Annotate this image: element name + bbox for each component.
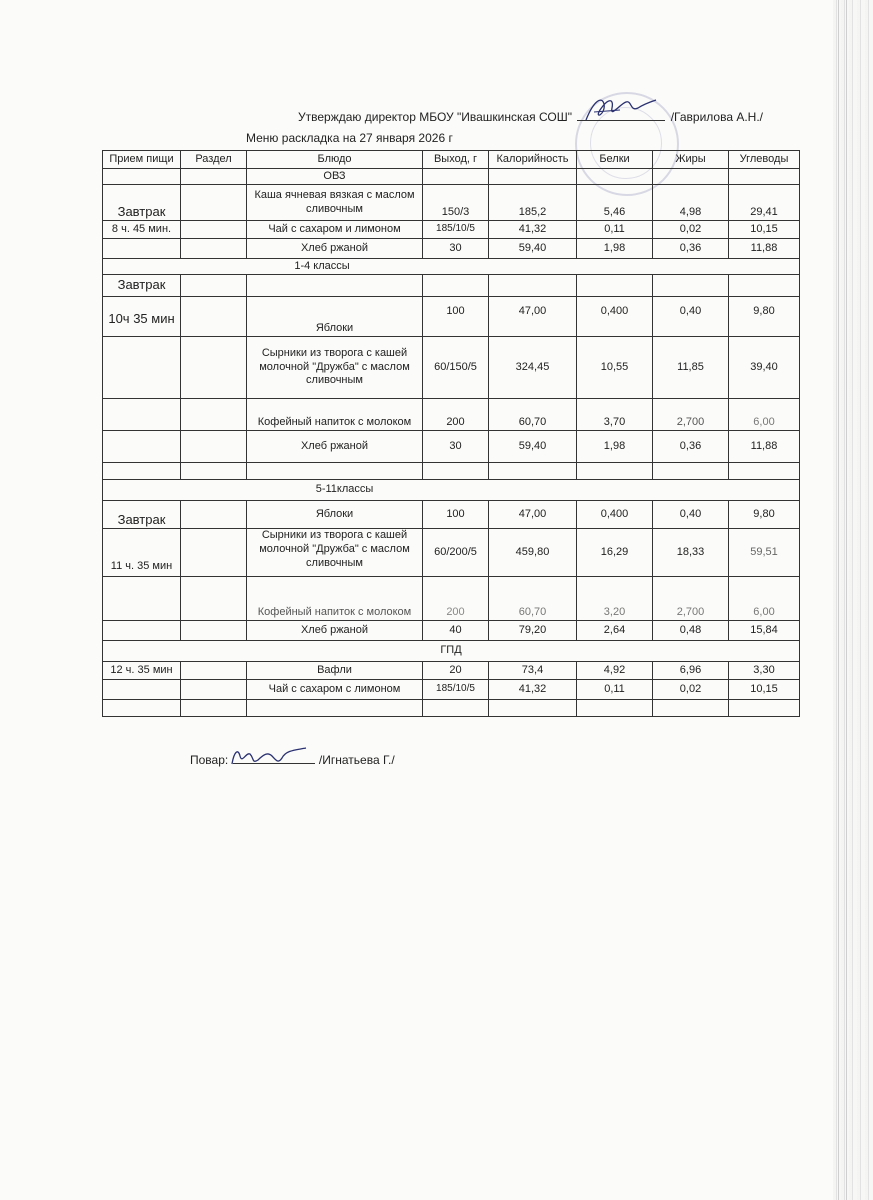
table-row bbox=[103, 680, 800, 700]
output-value: 100 bbox=[423, 501, 489, 529]
kcal-value: 79,20 bbox=[489, 621, 577, 641]
table-row bbox=[103, 621, 800, 641]
protein-value: 16,29 bbox=[577, 529, 653, 577]
dish-name: Вафли bbox=[247, 662, 423, 680]
kcal-value: 47,00 bbox=[489, 297, 577, 337]
dish-name: Хлеб ржаной bbox=[247, 431, 423, 463]
cook-label: Повар: bbox=[190, 753, 229, 767]
meal-time: 8 ч. 45 мин. bbox=[103, 221, 181, 239]
protein-value: 1,98 bbox=[577, 239, 653, 259]
fat-value: 0,48 bbox=[653, 621, 729, 641]
meal-time: 11 ч. 35 мин bbox=[103, 529, 181, 577]
fat-value: 4,98 bbox=[653, 185, 729, 221]
protein-value: 0,400 bbox=[577, 501, 653, 529]
dish-name: Хлеб ржаной bbox=[247, 239, 423, 259]
carbs-value: 15,84 bbox=[729, 621, 800, 641]
scan-line bbox=[846, 0, 847, 1200]
section-title-gpd: ГПД bbox=[103, 641, 800, 662]
fat-value: 0,36 bbox=[653, 239, 729, 259]
col-header: Калорийность bbox=[489, 151, 577, 169]
table-row bbox=[103, 577, 800, 621]
protein-value: 2,64 bbox=[577, 621, 653, 641]
carbs-value: 6,00 bbox=[729, 399, 800, 431]
fat-value: 6,96 bbox=[653, 662, 729, 680]
section-title-ovz: ОВЗ bbox=[247, 169, 423, 185]
table-row bbox=[103, 221, 800, 239]
approval-text: Утверждаю директор МБОУ "Ивашкинская СОШ" bbox=[298, 110, 573, 124]
kcal-value: 41,32 bbox=[489, 680, 577, 700]
table-row bbox=[103, 529, 800, 577]
carbs-value: 29,41 bbox=[729, 185, 800, 221]
kcal-value: 60,70 bbox=[489, 577, 577, 621]
meal-name: Завтрак bbox=[103, 275, 181, 297]
table-row bbox=[103, 337, 800, 399]
fat-value: 0,36 bbox=[653, 431, 729, 463]
col-header: Прием пищи bbox=[103, 151, 181, 169]
section-title-5-11: 5-11классы bbox=[103, 480, 800, 501]
dish-name: Кофейный напиток с молоком bbox=[247, 577, 423, 621]
dish-name: Яблоки bbox=[247, 297, 423, 337]
dish-name: Чай с сахаром с лимоном bbox=[247, 680, 423, 700]
section-row bbox=[103, 169, 800, 185]
fat-value: 0,40 bbox=[653, 501, 729, 529]
kcal-value: 324,45 bbox=[489, 337, 577, 399]
carbs-value: 9,80 bbox=[729, 501, 800, 529]
fat-value: 2,700 bbox=[653, 577, 729, 621]
protein-value: 3,20 bbox=[577, 577, 653, 621]
carbs-value: 10,15 bbox=[729, 680, 800, 700]
table-row bbox=[103, 501, 800, 529]
table-row bbox=[103, 463, 800, 480]
section-row bbox=[103, 480, 800, 501]
dish-name: Сырники из творога с кашей молочной "Дружба" с маслом сливочным bbox=[247, 337, 423, 399]
dish-name: Яблоки bbox=[247, 501, 423, 529]
table-row bbox=[103, 700, 800, 717]
table-row bbox=[103, 275, 800, 297]
output-value: 20 bbox=[423, 662, 489, 680]
output-value: 150/3 bbox=[423, 185, 489, 221]
output-value: 60/150/5 bbox=[423, 337, 489, 399]
protein-value: 3,70 bbox=[577, 399, 653, 431]
meal-name: Завтрак bbox=[103, 185, 181, 221]
protein-value: 4,92 bbox=[577, 662, 653, 680]
approval-line bbox=[298, 110, 763, 124]
protein-value: 1,98 bbox=[577, 431, 653, 463]
meal-time: 10ч 35 мин bbox=[103, 297, 181, 337]
carbs-value: 10,15 bbox=[729, 221, 800, 239]
protein-value: 0,11 bbox=[577, 680, 653, 700]
output-value: 100 bbox=[423, 297, 489, 337]
col-header: Выход, г bbox=[423, 151, 489, 169]
col-header: Белки bbox=[577, 151, 653, 169]
kcal-value: 47,00 bbox=[489, 501, 577, 529]
cook-name: /Игнатьева Г./ bbox=[318, 753, 395, 767]
dish-name: Каша ячневая вязкая с маслом сливочным bbox=[247, 185, 423, 221]
output-value: 30 bbox=[423, 239, 489, 259]
dish-name: Чай с сахаром и лимоном bbox=[247, 221, 423, 239]
table-header-row bbox=[103, 151, 800, 169]
carbs-value: 6,00 bbox=[729, 577, 800, 621]
output-value: 200 bbox=[423, 399, 489, 431]
fat-value: 0,02 bbox=[653, 680, 729, 700]
kcal-value: 59,40 bbox=[489, 239, 577, 259]
output-value: 40 bbox=[423, 621, 489, 641]
fat-value: 0,02 bbox=[653, 221, 729, 239]
kcal-value: 41,32 bbox=[489, 221, 577, 239]
menu-table bbox=[102, 150, 800, 717]
protein-value: 5,46 bbox=[577, 185, 653, 221]
section-row bbox=[103, 259, 800, 275]
meal-name: Завтрак bbox=[103, 501, 181, 529]
table-row bbox=[103, 185, 800, 221]
dish-name: Сырники из творога с кашей молочной "Дружба" с маслом сливочным bbox=[247, 529, 423, 577]
kcal-value: 60,70 bbox=[489, 399, 577, 431]
fat-value: 11,85 bbox=[653, 337, 729, 399]
fat-value: 2,700 bbox=[653, 399, 729, 431]
director-signature bbox=[580, 90, 660, 130]
output-value: 200 bbox=[423, 577, 489, 621]
section-row bbox=[103, 641, 800, 662]
dish-name: Хлеб ржаной bbox=[247, 621, 423, 641]
meal-time: 12 ч. 35 мин bbox=[103, 662, 181, 680]
table-row bbox=[103, 239, 800, 259]
menu-date-title: Меню раскладка на 27 января 2026 г bbox=[246, 131, 453, 145]
carbs-value: 39,40 bbox=[729, 337, 800, 399]
carbs-value: 9,80 bbox=[729, 297, 800, 337]
protein-value: 10,55 bbox=[577, 337, 653, 399]
table-row bbox=[103, 399, 800, 431]
fat-value: 0,40 bbox=[653, 297, 729, 337]
carbs-value: 11,88 bbox=[729, 431, 800, 463]
kcal-value: 459,80 bbox=[489, 529, 577, 577]
cook-signature bbox=[226, 742, 310, 770]
carbs-value: 11,88 bbox=[729, 239, 800, 259]
fat-value: 18,33 bbox=[653, 529, 729, 577]
table-row bbox=[103, 297, 800, 337]
scan-edge-artifact bbox=[833, 0, 873, 1200]
output-value: 60/200/5 bbox=[423, 529, 489, 577]
kcal-value: 59,40 bbox=[489, 431, 577, 463]
approver-name: /Гаврилова А.Н./ bbox=[670, 110, 764, 124]
output-value: 185/10/5 bbox=[423, 680, 489, 700]
kcal-value: 185,2 bbox=[489, 185, 577, 221]
protein-value: 0,400 bbox=[577, 297, 653, 337]
kcal-value: 73,4 bbox=[489, 662, 577, 680]
section-title-1-4: 1-4 классы bbox=[103, 259, 800, 275]
dish-name: Кофейный напиток с молоком bbox=[247, 399, 423, 431]
carbs-value: 3,30 bbox=[729, 662, 800, 680]
scan-line bbox=[838, 0, 839, 1200]
output-value: 30 bbox=[423, 431, 489, 463]
table-row bbox=[103, 431, 800, 463]
col-header: Раздел bbox=[181, 151, 247, 169]
col-header: Углеводы bbox=[729, 151, 800, 169]
col-header: Жиры bbox=[653, 151, 729, 169]
output-value: 185/10/5 bbox=[423, 221, 489, 239]
carbs-value: 59,51 bbox=[729, 529, 800, 577]
col-header: Блюдо bbox=[247, 151, 423, 169]
protein-value: 0,11 bbox=[577, 221, 653, 239]
table-row bbox=[103, 662, 800, 680]
